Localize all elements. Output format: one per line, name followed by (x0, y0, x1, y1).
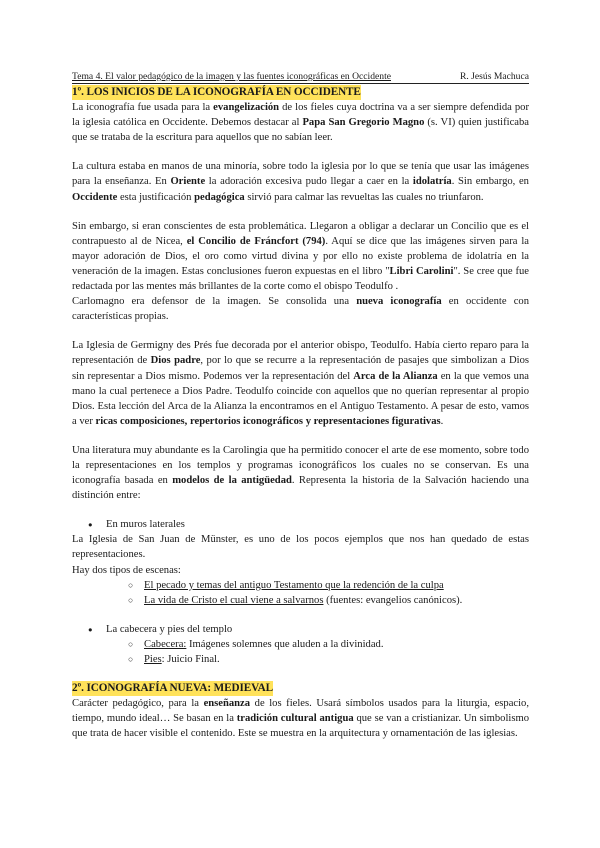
header-topic: Tema 4. El valor pedagógico de la imagen y las fuentes iconográficas en Occidente (72, 71, 391, 82)
list-head-and-feet (72, 622, 529, 667)
list-1-text: La Iglesia de San Juan de Münster, es uno de los pocos ejemplos que nos han quedado de estas representaciones. (72, 534, 529, 561)
header-author: R. Jesús Machuca (459, 71, 529, 82)
page-header (72, 70, 529, 84)
list-item: ○ Cabecera: Imágenes solemnes que aluden a la divinidad. (72, 637, 529, 652)
paragraph-1: La iconografía fue usada para la evangelización de los fieles cuya doctrina va a ser siempre defendida por la iglesia católica en Occidente. Debemos destacar al Papa San Gregorio Magno (s. VI) quien justificaba que se trataba de la escritura para aquellos que no sabían leer. (72, 102, 529, 144)
list-lateral-walls (72, 517, 529, 532)
scenes-sublist (72, 578, 529, 608)
paragraph-2: La cultura estaba en manos de una minoría, sobre todo la iglesia por lo que se tenía que usar las imágenes para la enseñanza. En Oriente la adoración excesiva pudo llegar a caer en la idolatría. Sin embargo, en Occidente esta justificación pedagógica sirvió para calmar las revueltas las cuales no triunfaron. (72, 161, 529, 203)
list-item: ○ La vida de Cristo el cual viene a salvarnos (fuentes: evangelios canónicos). (72, 593, 529, 608)
paragraph-3: Sin embargo, si eran conscientes de esta problemática. Llegaron a obligar a declarar un Concilio que es el contrapuesto al de Nicea, el Concilio de Fráncfort (794). Aquí se dice que las imágenes sirven para la mayor adoración de Dios, el oro como virtud divina y por ello no existe problema de idolatría en la veneración de la imagen. Estas conclusiones fueron expuestas en el libro "Libri Carolini". Se cree que fue redactada por las mentes más brillantes de la corte como el obispo Teodulfo . (72, 220, 530, 293)
paragraph-5: La Iglesia de Germigny des Prés fue decorada por el anterior obispo, Teodulfo. Había cierto reparo para la representación de Dios padre, por lo que se recurre a la representación de pasajes que simbolizan a Dios sin representar a Dios mismo. Podemos ver la representación del Arca de la Alianza en la que vemos una mano la cual pertenece a Dios Padre. Teodulfo coincide con aquellos que no querían representar al propio Dios. Esta lección del Arca de la Alianza la encontramos en el Antiguo Testamento. A pesar de esto, vamos a ver ricas composiciones, repertorios iconográficos y representaciones figurativas. (72, 340, 529, 427)
list-item: ● La cabecera y pies del templo (72, 622, 529, 637)
paragraph-7: Carácter pedagógico, para la enseñanza de los fieles. Usará símbolos usados para la liturgia, espacio, tiempo, mundo ideal… Se basan en la tradición cultural antigua que se van a cristianizar. Un simbolismo que trata de hacer visible el contenido. Este se muestra en la arquitectura y ornamentación de las iglesias. (72, 698, 529, 740)
list-item: ○ El pecado y temas del antiguo Testamento que la redención de la culpa (72, 578, 529, 593)
list-item: ○ Pies: Juicio Final. (72, 652, 529, 667)
section-2-title: 2º. ICONOGRAFÍA NUEVA: MEDIEVAL (72, 681, 273, 696)
list-item: ● En muros laterales (72, 517, 529, 532)
list-1-scenes-intro: Hay dos tipos de escenas: (72, 564, 181, 576)
section-1-title: 1º. LOS INICIOS DE LA ICONOGRAFÍA EN OCCIDENTE (72, 85, 361, 100)
paragraph-4: Carlomagno era defensor de la imagen. Se consolida una nueva iconografía en occidente con características propias. (72, 296, 529, 323)
paragraph-6: Una literatura muy abundante es la Carolingia que ha permitido conocer el arte de ese momento, sobre todo la representaciones en los templos y programas iconográficos los cuales no se conservan. Es una iconografía basada en modelos de la antigüedad. Representa la historia de la Salvación haciendo una distinción entre: (72, 444, 529, 502)
document-page (72, 70, 529, 741)
